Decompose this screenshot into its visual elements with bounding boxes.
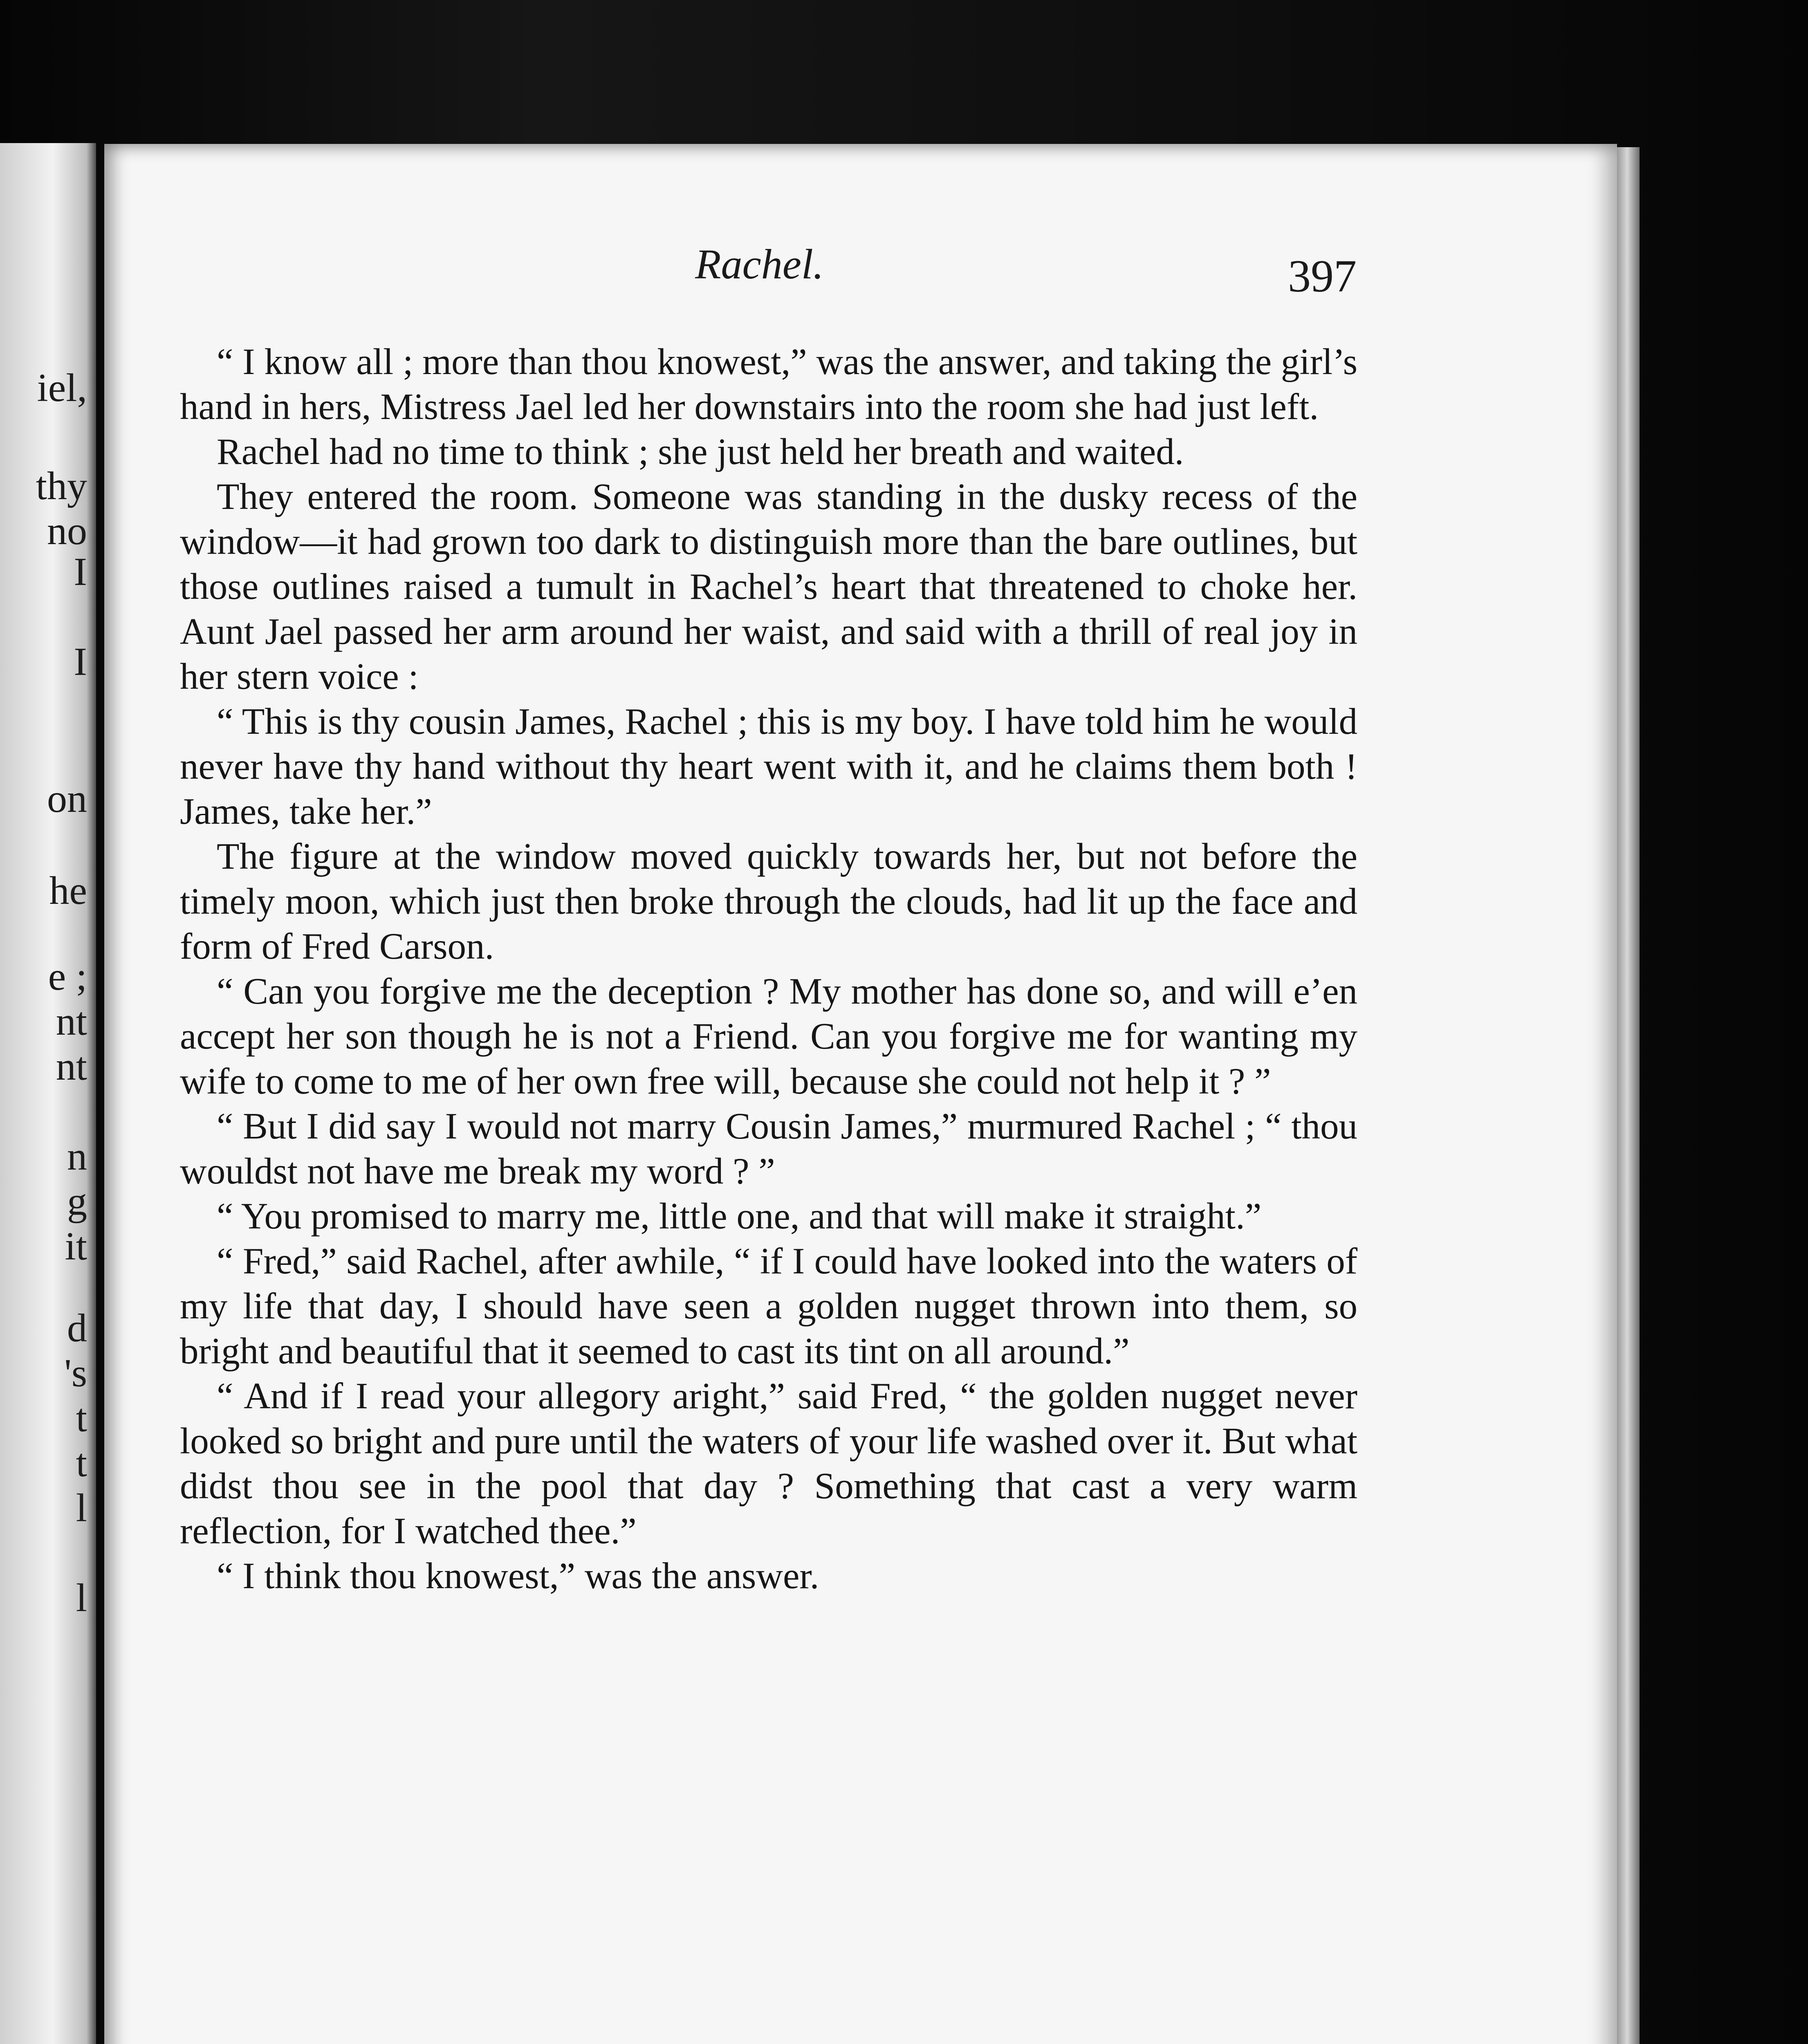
previous-page-text: e ; — [48, 955, 87, 999]
previous-page-text: I — [74, 640, 87, 684]
previous-page-text: t — [76, 1396, 87, 1440]
previous-page-text: nt — [56, 1000, 87, 1044]
previous-page-text: l — [76, 1486, 87, 1530]
paragraph: “ This is thy cousin James, Rachel ; this is my boy. I have told him he would never have thy hand without thy heart went with it, and he claims them both ! James, take her.” — [180, 701, 1357, 832]
previous-page-text: g — [67, 1179, 87, 1224]
previous-page-text: thy — [36, 464, 87, 508]
paragraph: “ You promised to marry me, little one, and that will make it straight.” — [217, 1195, 1262, 1237]
paragraph: “ I know all ; more than thou knowest,” was the answer, and taking the girl’s hand in hers, Mistress Jael led her downstairs into the room she had just left. — [180, 341, 1357, 427]
paragraph: “ And if I read your allegory aright,” said Fred, “ the golden nugget never looked so bright and pure until the waters of your life washed over it. But what didst thou see in the pool that day ? Something that cast a very warm reflection, for I watched thee.” — [180, 1375, 1357, 1551]
previous-page-text: he — [49, 869, 87, 913]
previous-page-edge — [0, 143, 96, 2044]
running-head: Rachel. — [695, 241, 824, 288]
previous-page-text: nt — [56, 1044, 87, 1089]
previous-page-text: no — [47, 509, 87, 553]
paragraph: “ I think thou knowest,” was the answer. — [217, 1555, 819, 1596]
paragraph: “ Can you forgive me the deception ? My mother has done so, and will e’en accept her son though he is not a Friend. Can you forgive me for wanting my wife to come to me of her own free will, because she could not help it ? ” — [180, 970, 1357, 1102]
previous-page-text: it — [65, 1224, 87, 1269]
paragraph: “ Fred,” said Rachel, after awhile, “ if I could have looked into the waters of my life that day, I should have seen a golden nugget thrown into them, so bright and beautiful that it seemed to cast its tint on all around.” — [180, 1240, 1357, 1372]
previous-page-text: I — [74, 550, 87, 594]
page-edge-shadow — [1617, 147, 1640, 2044]
paragraph: “ But I did say I would not marry Cousin James,” murmured Rachel ; “ thou wouldst not have me break my word ? ” — [180, 1105, 1357, 1192]
previous-page-text: d — [67, 1306, 87, 1350]
previous-page-text: on — [47, 777, 87, 821]
previous-page-text: 's — [64, 1351, 87, 1395]
paragraph: The figure at the window moved quickly towards her, but not before the timely moon, which just then broke through the clouds, had lit up the face and form of Fred Carson. — [180, 836, 1357, 967]
paragraph: Rachel had no time to think ; she just held her breath and waited. — [217, 431, 1184, 472]
body-text — [180, 339, 1357, 1598]
previous-page-text: t — [76, 1441, 87, 1485]
page-number: 397 — [1288, 251, 1357, 302]
previous-page-text: l — [76, 1576, 87, 1620]
paragraph: They entered the room. Someone was standing in the dusky recess of the window—it had grown too dark to distinguish more than the bare outlines, but those outlines raised a tumult in Rachel’s heart that threatened to choke her. Aunt Jael passed her arm around her waist, and said with a thrill of real joy in her stern voice : — [180, 476, 1357, 697]
previous-page-text: n — [67, 1134, 87, 1179]
previous-page-text: iel, — [37, 366, 87, 410]
